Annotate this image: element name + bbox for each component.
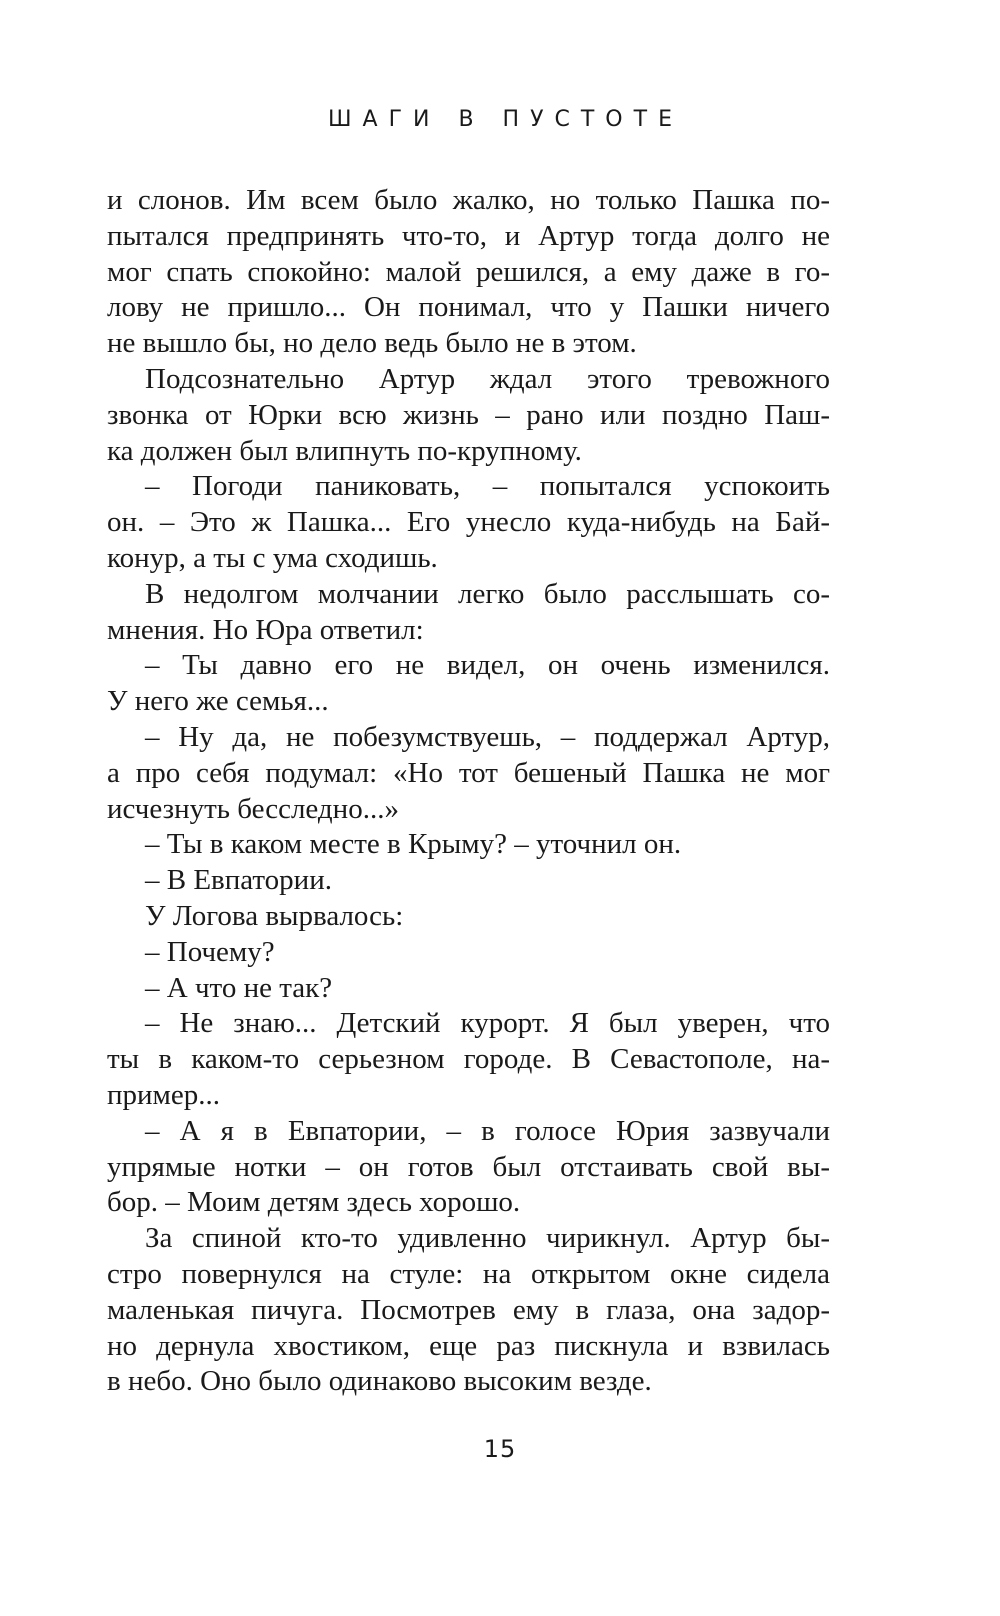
running-head: ШАГИ В ПУСТОТЕ [328,107,683,132]
text-line: ка должен был влипнуть по-крупному. [107,434,582,467]
text-line: – Не знаю... Детский курорт. Я был уверен, что [145,1007,830,1040]
text-line: пытался предпринять что-то, и Артур тогда долго не [107,219,830,252]
text-line: ты в каком-то серьезном городе. В Севастополе, на- [107,1043,830,1076]
text-line: а про себя подумал: «Но тот бешеный Пашка не мог [107,756,830,789]
text-line: мнения. Но Юра ответил: [107,613,424,646]
text-line: – Ты давно его не видел, он очень изменился. [145,649,830,682]
text-line: У Логова вырвалось: [145,899,404,932]
text-line: лову не пришло... Он понимал, что у Пашки ничего [107,291,830,324]
text-line: мог спать спокойно: малой решился, а ему даже в го- [107,255,830,288]
text-line: За спиной кто-то удивленно чирикнул. Артур бы- [145,1222,830,1255]
page-number: 15 [483,1435,517,1463]
text-line: – В Евпатории. [145,864,332,897]
text-line: упрямые нотки – он готов был отстаивать свой вы- [107,1150,830,1183]
text-line: Подсознательно Артур ждал этого тревожного [145,362,830,395]
text-line: не вышло бы, но дело ведь было не в этом. [107,327,637,360]
text-line: У него же семья... [107,685,329,718]
text-line: но дернула хвостиком, еще раз пискнула и взвилась [107,1329,830,1362]
text-line: – Ты в каком месте в Крыму? – уточнил он. [145,828,682,861]
text-line: исчезнуть бесследно...» [107,792,399,825]
text-line: – Почему? [145,935,275,968]
body-text [107,183,830,1400]
text-line: пример... [107,1078,221,1111]
text-line: звонка от Юрки всю жизнь – рано или поздно Паш- [107,398,830,431]
text-line: – Погоди паниковать, – попытался успокоить [145,470,830,503]
text-line: – А я в Евпатории, – в голосе Юрия зазвучали [145,1114,830,1147]
text-line: – А что не так? [145,971,333,1004]
text-line: бор. – Моим детям здесь хорошо. [107,1186,521,1219]
text-line: в небо. Оно было одинаково высоким везде. [107,1365,652,1398]
text-line: маленькая пичуга. Посмотрев ему в глаза, она задор- [107,1293,830,1326]
text-line: и слонов. Им всем было жалко, но только Пашка по- [107,184,830,216]
text-line: конур, а ты с ума сходишь. [107,541,438,574]
text-line: стро повернулся на стуле: на открытом окне сидела [107,1257,830,1290]
text-line: В недолгом молчании легко было расслышать со- [145,577,830,610]
text-line: – Ну да, не побезумствуешь, – поддержал Артур, [145,720,830,753]
text-line: он. – Это ж Пашка... Его унесло куда-нибудь на Бай- [107,506,830,539]
